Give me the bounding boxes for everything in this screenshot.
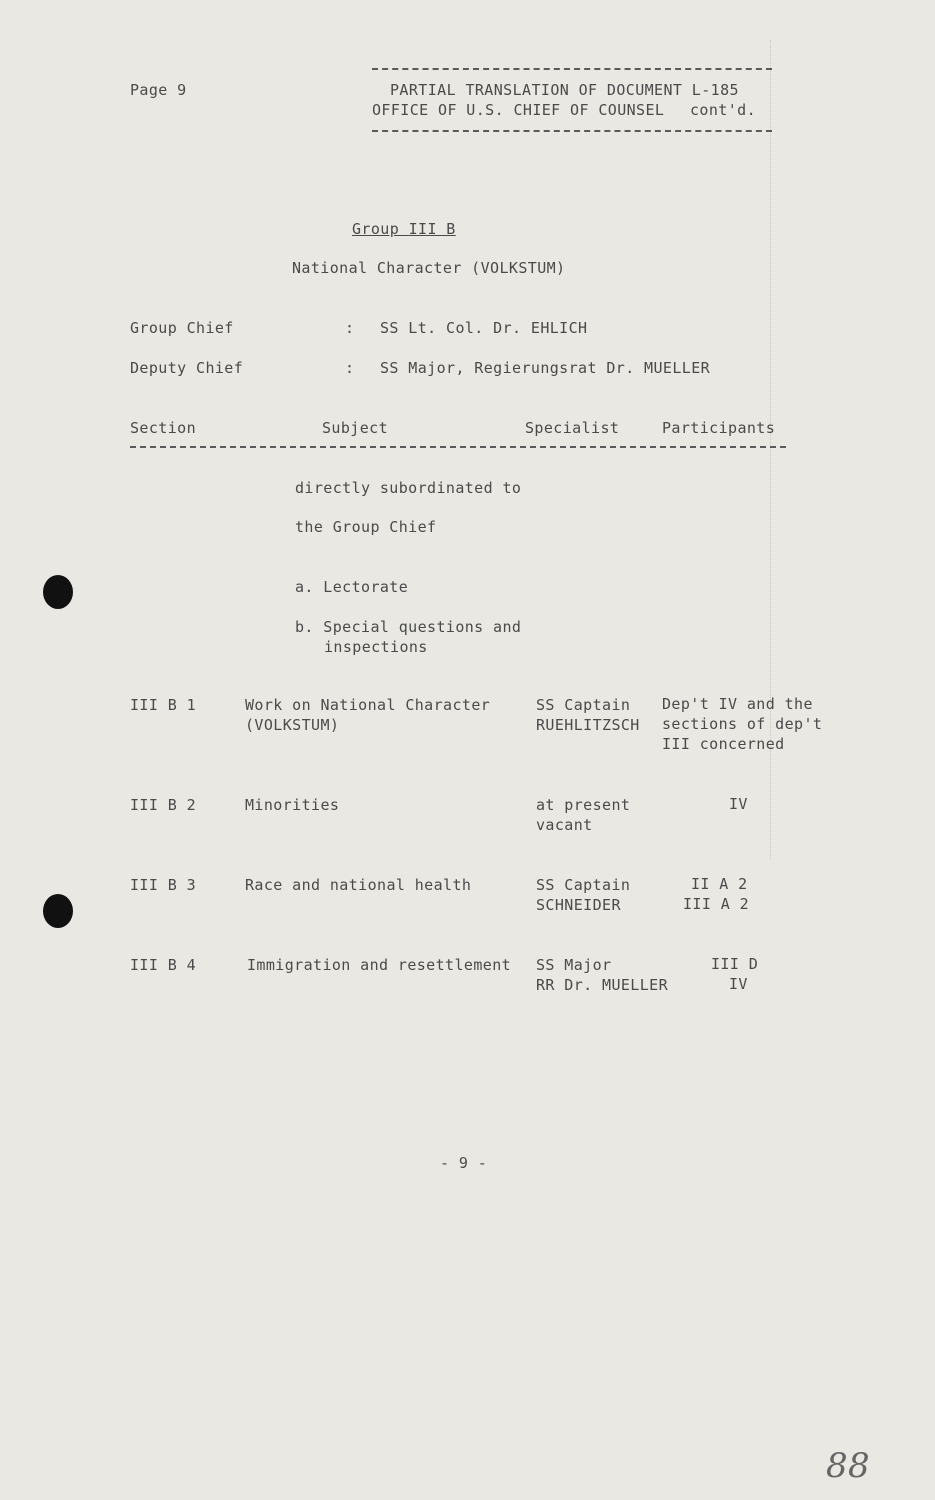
- contd-label: cont'd.: [690, 101, 757, 119]
- direct-item-b-line2: inspections: [324, 638, 428, 656]
- group-chief-separator: :: [345, 319, 355, 337]
- column-header-rule: [130, 446, 786, 448]
- row-participants: IV: [729, 795, 748, 813]
- row-participants: sections of dep't: [662, 715, 823, 733]
- row-specialist: SS Major: [536, 956, 612, 974]
- handwritten-page-number: 88: [826, 1446, 871, 1486]
- header-rule-bottom: [372, 130, 772, 132]
- column-header-participants: Participants: [662, 419, 776, 437]
- deputy-chief-label: Deputy Chief: [130, 359, 244, 377]
- punch-hole: [43, 894, 73, 928]
- group-subtitle: National Character (VOLKSTUM): [292, 259, 566, 277]
- office-title: OFFICE OF U.S. CHIEF OF COUNSEL: [372, 101, 665, 119]
- group-title: Group III B: [352, 220, 456, 238]
- row-participants: III concerned: [662, 735, 785, 753]
- row-section: III B 3: [130, 876, 197, 894]
- direct-item-b-line1: b. Special questions and: [295, 618, 522, 636]
- row-specialist: RUEHLITZSCH: [536, 716, 640, 734]
- group-chief-value: SS Lt. Col. Dr. EHLICH: [380, 319, 588, 337]
- row-subject: Immigration and resettlement: [247, 956, 512, 974]
- row-participants: III A 2: [683, 895, 750, 913]
- row-participants: III D: [711, 955, 759, 973]
- direct-item-a: a. Lectorate: [295, 578, 409, 596]
- row-subject: Minorities: [245, 796, 340, 814]
- row-specialist: RR Dr. MUELLER: [536, 976, 669, 994]
- column-header-subject: Subject: [322, 419, 389, 437]
- column-header-specialist: Specialist: [525, 419, 620, 437]
- deputy-chief-separator: :: [345, 359, 355, 377]
- row-section: III B 2: [130, 796, 197, 814]
- row-subject: Race and national health: [245, 876, 472, 894]
- row-specialist: SS Captain: [536, 696, 631, 714]
- row-subject: (VOLKSTUM): [245, 716, 340, 734]
- group-chief-label: Group Chief: [130, 319, 234, 337]
- row-specialist: vacant: [536, 816, 593, 834]
- document-title: PARTIAL TRANSLATION OF DOCUMENT L-185: [390, 81, 739, 99]
- row-section: III B 4: [130, 956, 197, 974]
- column-header-section: Section: [130, 419, 197, 437]
- row-section: III B 1: [130, 696, 197, 714]
- page-label: Page 9: [130, 81, 187, 99]
- punch-hole: [43, 575, 73, 609]
- row-participants: Dep't IV and the: [662, 695, 813, 713]
- direct-line-2: the Group Chief: [295, 518, 437, 536]
- row-subject: Work on National Character: [245, 696, 491, 714]
- row-participants: IV: [729, 975, 748, 993]
- deputy-chief-value: SS Major, Regierungsrat Dr. MUELLER: [380, 359, 711, 377]
- direct-line-1: directly subordinated to: [295, 479, 522, 497]
- row-participants: II A 2: [691, 875, 748, 893]
- row-specialist: SCHNEIDER: [536, 896, 621, 914]
- page-number: - 9 -: [440, 1154, 488, 1172]
- row-specialist: SS Captain: [536, 876, 631, 894]
- header-rule-top: [372, 68, 772, 70]
- row-specialist: at present: [536, 796, 631, 814]
